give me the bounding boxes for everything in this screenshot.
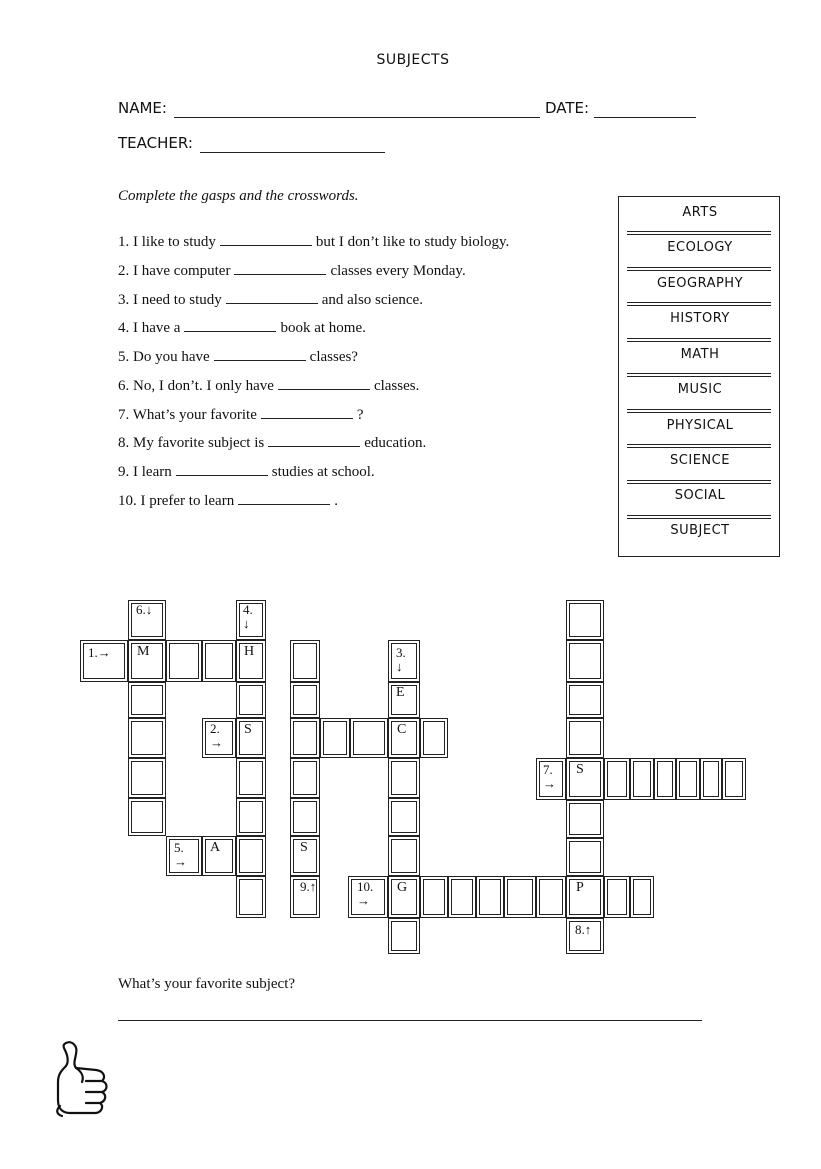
crossword-cell[interactable] [630,758,654,800]
word-bank-item: GEOGRAPHY [656,276,744,291]
crossword-cell[interactable] [202,640,236,682]
clue-number: 8.↑ [575,922,592,937]
word-bank-item: MUSIC [677,382,723,397]
crossword-cell[interactable] [566,838,604,876]
date-label: DATE: [545,99,590,117]
given-letter: H [244,644,255,659]
crossword-cell[interactable] [630,876,654,918]
word-bank-item: SCIENCE [670,453,730,468]
crossword-cell[interactable] [476,876,504,918]
crossword-cell[interactable] [566,600,604,640]
given-letter: C [397,722,407,737]
crossword-cell[interactable] [388,758,420,798]
name-label: NAME: [118,99,167,117]
crossword-cell[interactable] [566,718,604,758]
crossword-cell[interactable] [128,718,166,758]
closing-question: What’s your favorite subject? [118,976,296,992]
crossword-cell[interactable] [604,876,630,918]
word-bank-item: HISTORY [670,311,730,326]
sentence-8: 8. My favorite subject is education. [118,435,427,451]
given-letter: P [576,880,584,895]
crossword-cell[interactable] [676,758,700,800]
given-letter: A [210,840,221,855]
word-bank-item: PHYSICAL [666,418,734,433]
crossword-cell[interactable] [128,798,166,836]
clue-number: 3. ↓ [396,645,406,674]
word-bank-item: SOCIAL [674,488,726,503]
clue-number: 4. ↓ [243,602,253,631]
crossword-cell[interactable] [566,876,604,918]
crossword-cell[interactable] [350,718,388,758]
sentence-7: 7. What’s your favorite ? [118,407,364,423]
clue-number: 5. → [174,840,187,869]
crossword-cell[interactable] [566,682,604,718]
clue-number: 6.↓ [136,602,153,617]
sentence-9: 9. I learn studies at school. [118,464,375,480]
sentence-4: 4. I have a book at home. [118,320,366,336]
crossword-cell[interactable] [388,918,420,954]
given-letter: M [137,644,150,659]
crossword-cell[interactable] [420,876,448,918]
answer-field[interactable] [118,1020,702,1021]
crossword-cell[interactable] [236,836,266,876]
crossword-cell[interactable] [722,758,746,800]
crossword-cell[interactable] [290,798,320,836]
crossword-cell[interactable] [566,800,604,838]
crossword-cell[interactable] [290,758,320,798]
sentence-1: 1. I like to study but I don’t like to study biology. [118,234,510,250]
crossword-cell[interactable] [128,758,166,798]
crossword-cell[interactable] [700,758,722,800]
crossword-cell[interactable] [566,640,604,682]
thumbs-up-icon [52,1040,114,1118]
crossword-cell[interactable] [290,682,320,718]
crossword-cell[interactable] [536,876,566,918]
crossword-cell[interactable] [320,718,350,758]
instructions: Complete the gasps and the crosswords. [118,188,359,204]
sentence-6: 6. No, I don’t. I only have classes. [118,378,420,394]
clue-number: 10. → [357,879,374,908]
crossword-cell[interactable] [654,758,676,800]
clue-number: 2. → [210,721,223,750]
clue-number: 7. → [543,762,556,791]
clue-number: 1.→ [88,645,111,660]
crossword-cell[interactable] [236,798,266,836]
crossword-cell[interactable] [566,758,604,800]
crossword-cell[interactable] [604,758,630,800]
crossword-cell[interactable] [420,718,448,758]
crossword-cell[interactable] [236,682,266,718]
crossword-cell[interactable] [128,682,166,718]
given-letter: S [300,840,308,855]
page-title: SUBJECTS [376,52,450,68]
crossword-cell[interactable] [236,758,266,798]
given-letter: G [397,880,408,895]
word-bank-item: ECOLOGY [667,240,733,255]
crossword-cell[interactable] [448,876,476,918]
given-letter: E [396,685,405,700]
sentence-5: 5. Do you have classes? [118,349,358,365]
word-bank-item: MATH [680,347,720,362]
crossword-cell[interactable] [504,876,536,918]
sentence-3: 3. I need to study and also science. [118,292,423,308]
crossword-cell[interactable] [290,718,320,758]
crossword-cell[interactable] [236,876,266,918]
word-bank-item: ARTS [682,205,718,220]
sentence-10: 10. I prefer to learn . [118,493,338,509]
crossword-cell[interactable] [290,640,320,682]
given-letter: S [576,762,584,777]
crossword-cell[interactable] [388,798,420,836]
crossword-cell[interactable] [388,836,420,876]
crossword-cell[interactable] [166,640,202,682]
word-bank-item: SUBJECT [670,523,730,538]
given-letter: S [244,722,252,737]
teacher-label: TEACHER: [118,134,193,152]
clue-number: 9.↑ [300,879,317,894]
sentence-2: 2. I have computer classes every Monday. [118,263,466,279]
